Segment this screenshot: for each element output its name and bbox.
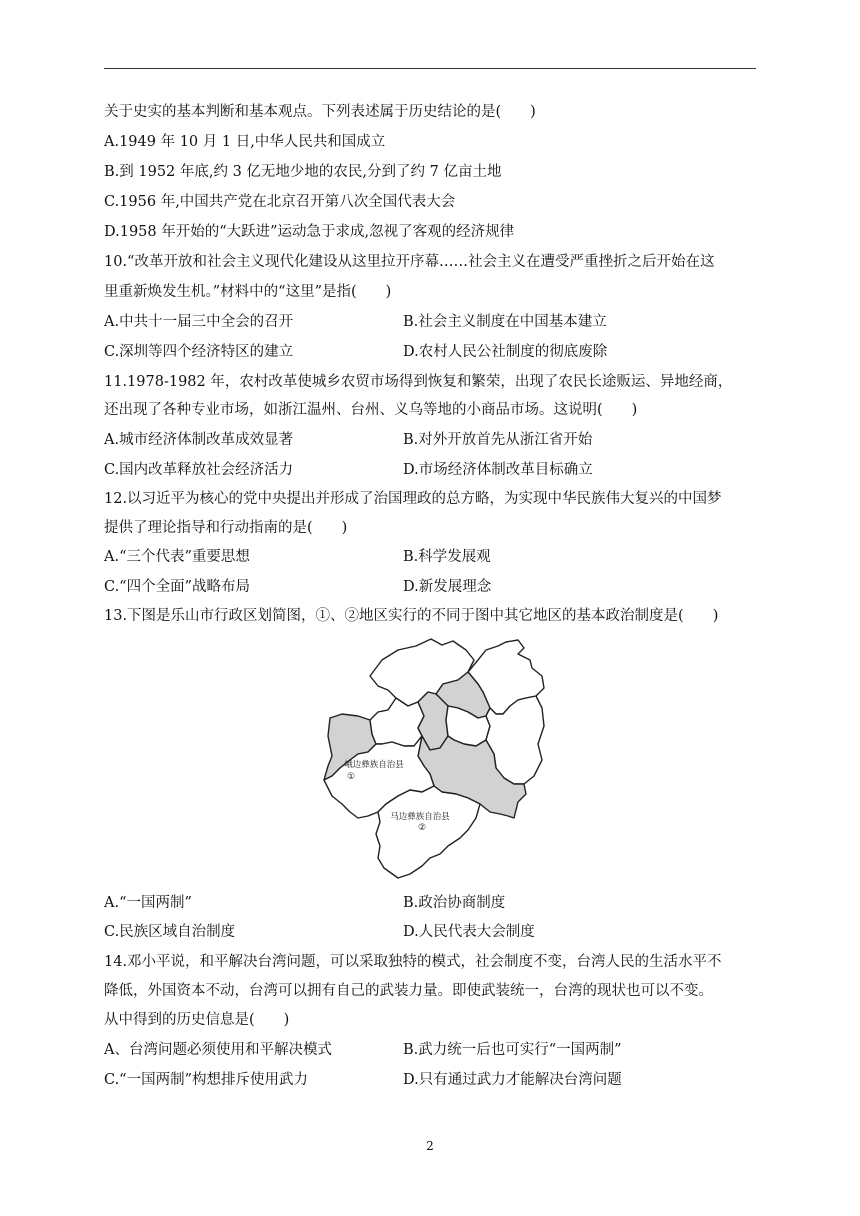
q14-stem-line2: 降低，外国资本不动，台湾可以拥有自己的武装力量。即使武装统一，台湾的现状也可以不变。 — [104, 983, 713, 999]
q9-option-d: D.1958 年开始的“大跃进”运动急于求成,忽视了客观的经济规律 — [104, 224, 515, 240]
q9-option-b: B.到 1952 年底,约 3 亿无地少地的农民,分到了约 7 亿亩土地 — [104, 164, 502, 180]
q13-stem: 13.下图是乐山市行政区划简图，①、②地区实行的不同于图中其它地区的基本政治制度是( ) — [104, 608, 719, 624]
q10-option-a: A.中共十一届三中全会的召开 — [104, 314, 294, 330]
map-label-ebian: 峨边彝族自治县 — [344, 760, 404, 770]
q14-option-c: C.“一国两制”构想排斥使用武力 — [104, 1072, 309, 1088]
q11-option-b: B.对外开放首先从浙江省开始 — [403, 432, 593, 448]
q11-option-a: A.城市经济体制改革成效显著 — [104, 432, 294, 448]
q14-stem-line3: 从中得到的历史信息是( ) — [104, 1012, 290, 1028]
map-label-mabian-mark: ② — [417, 823, 427, 833]
q12-option-d: D.新发展理念 — [403, 579, 492, 595]
q9-option-a: A.1949 年 10 月 1 日,中华人民共和国成立 — [104, 134, 386, 150]
q11-option-d: D.市场经济体制改革目标确立 — [403, 462, 593, 478]
map-label-mabian: 马边彝族自治县 — [390, 812, 450, 822]
q10-stem-line1: 10.“改革开放和社会主义现代化建设从这里拉开序幕……社会主义在遭受严重挫折之后开始在这 — [104, 254, 715, 270]
q11-stem-line1: 11.1978-1982 年，农村改革使城乡农贸市场得到恢复和繁荣，出现了农民长途贩运、异地经商， — [104, 374, 733, 390]
header-rule — [104, 68, 756, 69]
q9-option-c: C.1956 年,中国共产党在北京召开第八次全国代表大会 — [104, 194, 456, 210]
q14-option-d: D.只有通过武力才能解决台湾问题 — [403, 1072, 622, 1088]
q9-stem-tail: 关于史实的基本判断和基本观点。下列表述属于历史结论的是( ) — [104, 104, 536, 120]
q13-option-b: B.政治协商制度 — [403, 895, 506, 911]
q11-option-c: C.国内改革释放社会经济活力 — [104, 462, 294, 478]
leshan-district-map — [318, 636, 550, 882]
q13-option-c: C.民族区域自治制度 — [104, 924, 236, 940]
map-region-center-west-white — [370, 698, 424, 746]
q13-option-d: D.人民代表大会制度 — [403, 924, 535, 940]
q14-option-a: A、台湾问题必须使用和平解决模式 — [104, 1042, 332, 1058]
q14-option-b: B.武力统一后也可实行“一国两制” — [403, 1042, 622, 1058]
page-number: 2 — [426, 1139, 434, 1153]
q10-option-d: D.农村人民公社制度的彻底废除 — [403, 344, 608, 360]
q12-option-b: B.科学发展观 — [403, 549, 491, 565]
q14-stem-line1: 14.邓小平说，和平解决台湾问题，可以采取独特的模式，社会制度不变，台湾人民的生活水平不 — [104, 954, 722, 970]
q10-option-b: B.社会主义制度在中国基本建立 — [403, 314, 607, 330]
q12-option-a: A.“三个代表”重要思想 — [104, 549, 250, 565]
q13-option-a: A.“一国两制” — [104, 895, 192, 911]
map-label-ebian-mark: ① — [346, 772, 356, 782]
q12-stem-line2: 提供了理论指导和行动指南的是( ) — [104, 520, 348, 536]
q10-stem-line2: 里重新焕发生机。”材料中的“这里”是指( ) — [104, 284, 392, 300]
map-region-mabian — [376, 786, 480, 878]
q11-stem-line2: 还出现了各种专业市场，如浙江温州、台州、义乌等地的小商品市场。这说明( ) — [104, 402, 638, 418]
q12-stem-line1: 12.以习近平为核心的党中央提出并形成了治国理政的总方略，为实现中华民族伟大复兴的中国梦 — [104, 491, 722, 507]
q10-option-c: C.深圳等四个经济特区的建立 — [104, 344, 294, 360]
q12-option-c: C.“四个全面”战略布局 — [104, 579, 251, 595]
